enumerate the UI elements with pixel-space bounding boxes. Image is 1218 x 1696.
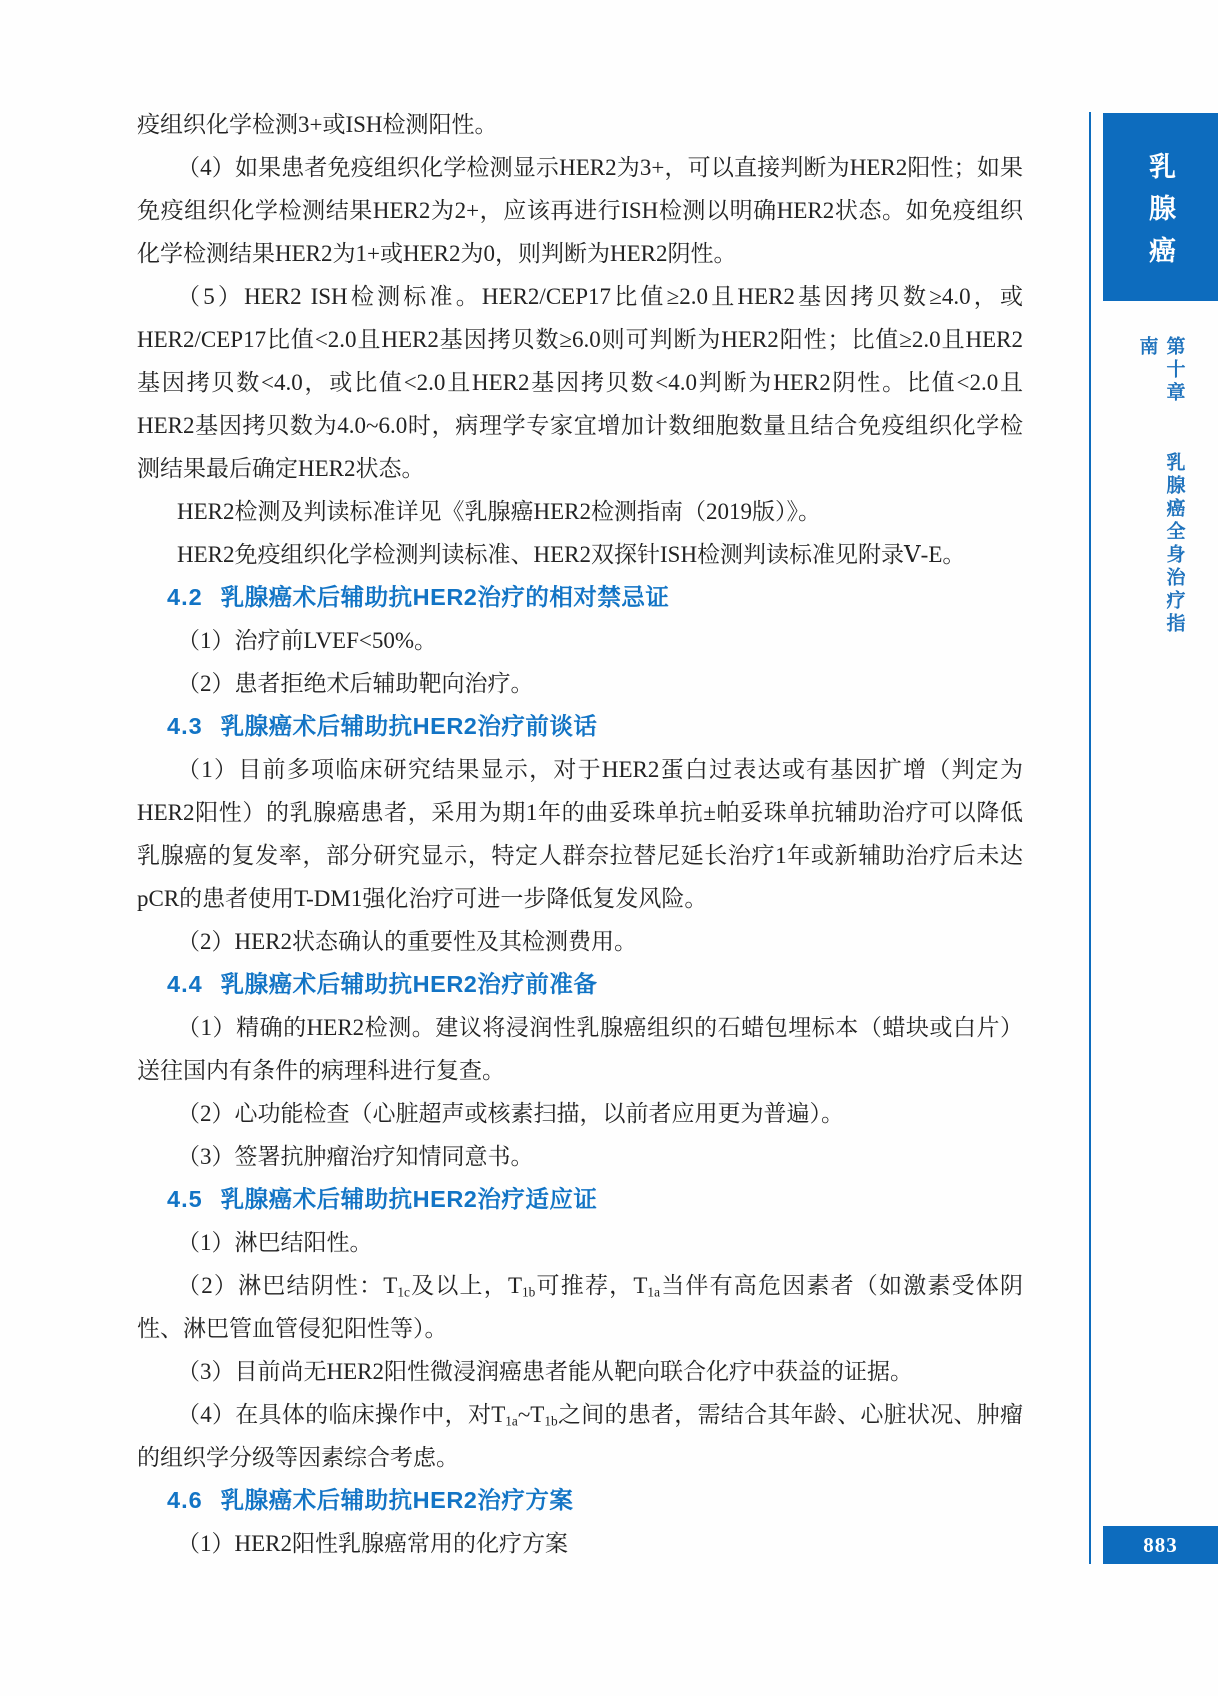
body-text — [137, 103, 1023, 1565]
paragraph: （5）HER2 ISH检测标准。HER2/CEP17比值≥2.0且HER2基因拷贝数≥4.0，或HER2/CEP17比值<2.0且HER2基因拷贝数≥6.0则可判断为HER2阳性；比值≥2.0且HER2基因拷贝数<4.0，或比值<2.0且HER2基因拷贝数<4.0判断为HER2阴性。比值<2.0且HER2基因拷贝数为4.0~6.0时，病理学专家宜增加计数细胞数量且结合免疫组织化学检测结果最后确定HER2状态。 — [137, 284, 1023, 481]
paragraph: （2）患者拒绝术后辅助靶向治疗。 — [177, 671, 534, 696]
paragraph: （2）淋巴结阴性：$T_{1c}$及以上，$T_{1b}$可推荐，$T_{1a}$当伴有高危因素者（如激素受体阴性、淋巴管血管侵犯阳性等）。 — [137, 1273, 1023, 1341]
sidebar-chapter-title — [1103, 336, 1218, 656]
section-number: 4.4 — [167, 971, 203, 997]
paragraph: （4）在具体的临床操作中，对$T_{1a}\sim T_{1b}$之间的患者，需结合其年龄、心脏状况、肿瘤的组织学分级等因素综合考虑。 — [137, 1402, 1023, 1470]
subscript: 1a — [647, 1284, 660, 1300]
section-title: 乳腺癌术后辅助抗HER2治疗的相对禁忌证 — [220, 584, 670, 610]
subscript: 1a — [505, 1413, 518, 1429]
section-title: 乳腺癌术后辅助抗HER2治疗前准备 — [220, 971, 598, 997]
section-heading — [137, 963, 1023, 1006]
subscript: 1b — [544, 1413, 558, 1429]
paragraph: （2）心功能检查（心脏超声或核素扫描，以前者应用更为普遍）。 — [177, 1101, 844, 1126]
paragraph: 疫组织化学检测3+或ISH检测阳性。 — [137, 112, 498, 137]
paragraph: （1）淋巴结阳性。 — [177, 1230, 373, 1255]
sidebar-tab-breast-cancer — [1103, 113, 1218, 301]
section-title: 乳腺癌术后辅助抗HER2治疗适应证 — [220, 1186, 598, 1212]
page-number: 883 — [1143, 1532, 1178, 1557]
paragraph: （3）目前尚无HER2阳性微浸润癌患者能从靶向联合化疗中获益的证据。 — [177, 1359, 913, 1384]
section-heading — [137, 1178, 1023, 1221]
paragraph: （3）签署抗肿瘤治疗知情同意书。 — [177, 1144, 534, 1169]
subscript: 1c — [397, 1284, 410, 1300]
paragraph: （1）精确的HER2检测。建议将浸润性乳腺癌组织的石蜡包埋标本（蜡块或白片）送往国内有条件的病理科进行复查。 — [137, 1015, 1023, 1083]
page-number-badge — [1103, 1526, 1218, 1564]
paragraph: （4）如果患者免疫组织化学检测显示HER2为3+，可以直接判断为HER2阳性；如果免疫组织化学检测结果HER2为2+，应该再进行ISH检测以明确HER2状态。如免疫组织化学检测结果HER2为1+或HER2为0，则判断为HER2阴性。 — [137, 155, 1023, 266]
paragraph: （1）目前多项临床研究结果显示，对于HER2蛋白过表达或有基因扩增（判定为HER2阳性）的乳腺癌患者，采用为期1年的曲妥珠单抗±帕妥珠单抗辅助治疗可以降低乳腺癌的复发率，部分研究显示，特定人群奈拉替尼延长治疗1年或新辅助治疗后未达pCR的患者使用T-DM1强化治疗可进一步降低复发风险。 — [137, 757, 1023, 911]
section-number: 4.2 — [167, 584, 203, 610]
section-number: 4.6 — [167, 1487, 203, 1513]
subscript: 1b — [522, 1284, 536, 1300]
paragraph: HER2免疫组织化学检测判读标准、HER2双探针ISH检测判读标准见附录Ⅴ-E。 — [177, 542, 966, 567]
sidebar-divider-line — [1089, 112, 1091, 1564]
paragraph: （1）HER2阳性乳腺癌常用的化疗方案 — [177, 1531, 568, 1556]
section-number: 4.3 — [167, 713, 203, 739]
paragraph: （1）治疗前LVEF<50%。 — [177, 628, 438, 653]
sidebar-tab-label: 乳腺癌 — [1145, 151, 1175, 278]
section-heading — [137, 576, 1023, 619]
section-title: 乳腺癌术后辅助抗HER2治疗方案 — [220, 1487, 574, 1513]
section-number: 4.5 — [167, 1186, 203, 1212]
section-title: 乳腺癌术后辅助抗HER2治疗前谈话 — [220, 713, 598, 739]
paragraph: HER2检测及判读标准详见《乳腺癌HER2检测指南（2019版）》。 — [177, 499, 821, 524]
chapter-title: 乳腺癌全身治疗指南 — [1136, 336, 1185, 636]
section-heading — [137, 1479, 1023, 1522]
section-heading — [137, 705, 1023, 748]
paragraph: （2）HER2状态确认的重要性及其检测费用。 — [177, 929, 637, 954]
chapter-number: 第十章 — [1163, 336, 1185, 405]
